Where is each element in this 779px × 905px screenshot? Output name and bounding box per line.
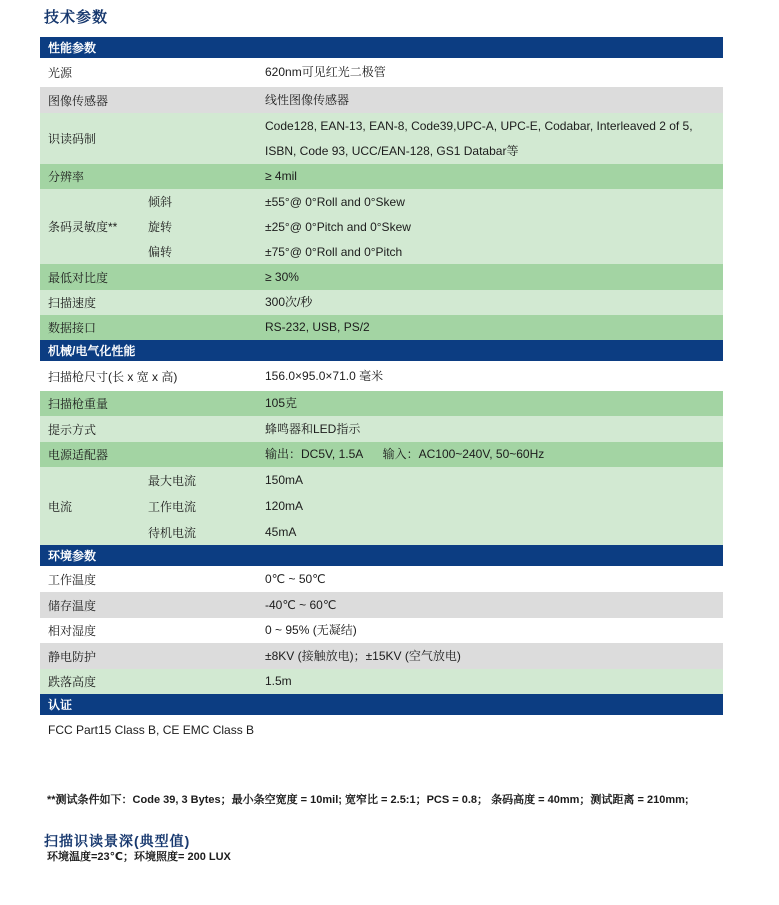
spec-label: 跌落高度 bbox=[48, 675, 97, 689]
spec-value: 120mA bbox=[265, 499, 304, 513]
spec-table bbox=[40, 37, 723, 745]
table-row bbox=[40, 442, 723, 467]
certification-text: FCC Part15 Class B, CE EMC Class B bbox=[48, 723, 255, 737]
table-subrow bbox=[148, 519, 723, 545]
table-row bbox=[40, 361, 723, 391]
table-row bbox=[40, 643, 723, 669]
spec-label: 数据接口 bbox=[48, 321, 97, 335]
spec-label: 条码灵敏度** bbox=[48, 220, 118, 234]
table-row bbox=[40, 592, 723, 618]
spec-value: ≥ 4mil bbox=[265, 169, 297, 183]
spec-value: 300次/秒 bbox=[265, 295, 313, 309]
section-header-performance: 性能参数 bbox=[40, 37, 723, 58]
spec-value: -40℃ ~ 60℃ bbox=[265, 597, 337, 612]
spec-value: 输出：DC5V, 1.5A 输入：AC100~240V, 50~60Hz bbox=[265, 447, 545, 461]
footnote-line-2: 环境温度=23℃；环境照度= 200 LUX bbox=[47, 851, 231, 863]
spec-label: 静电防护 bbox=[48, 649, 97, 664]
table-row bbox=[40, 58, 723, 87]
spec-label: 图像传感器 bbox=[48, 93, 109, 108]
spec-value: ±25°@ 0°Pitch and 0°Skew bbox=[265, 219, 411, 234]
table-row bbox=[40, 315, 723, 340]
section-header-environment: 环境参数 bbox=[40, 545, 723, 566]
spec-value: 线性图像传感器 bbox=[265, 92, 350, 107]
certification-row bbox=[40, 715, 723, 745]
spec-value: Code128, EAN-13, EAN-8, Code39,UPC-A, UPC-E, Codabar, Interleaved 2 of 5, ISBN, Code 93, UCC/EAN-128, GS1 Databar等 bbox=[265, 118, 696, 158]
spec-label: 扫描速度 bbox=[48, 296, 97, 310]
spec-sublabel: 工作电流 bbox=[148, 499, 197, 514]
spec-value: 620nm可见红光二极管 bbox=[265, 65, 386, 79]
spec-value: ±55°@ 0°Roll and 0°Skew bbox=[265, 194, 405, 209]
table-row bbox=[40, 87, 723, 113]
spec-value: 45mA bbox=[265, 525, 297, 539]
spec-label: 扫描枪尺寸(长 x 宽 x 高) bbox=[48, 369, 178, 384]
section-header-mechanical-electrical: 机械/电气化性能 bbox=[40, 340, 723, 361]
spec-label: 电流 bbox=[48, 499, 73, 514]
spec-label: 电源适配器 bbox=[48, 448, 109, 462]
spec-value: 0℃ ~ 50℃ bbox=[265, 571, 326, 586]
spec-label: 最低对比度 bbox=[48, 270, 109, 285]
table-row bbox=[40, 290, 723, 315]
spec-value: ≥ 30% bbox=[265, 269, 299, 284]
table-row bbox=[40, 669, 723, 694]
spec-value: 0 ~ 95% (无凝结) bbox=[265, 623, 357, 637]
spec-label: 储存温度 bbox=[48, 598, 97, 613]
spec-label: 分辨率 bbox=[48, 170, 85, 184]
spec-label: 光源 bbox=[48, 66, 73, 80]
spec-value: 105克 bbox=[265, 396, 298, 410]
next-section-heading-cutoff: 扫描识读景深(典型值) bbox=[44, 833, 191, 849]
table-subrow bbox=[148, 239, 723, 264]
footnote-line-1: **测试条件如下：Code 39, 3 Bytes；最小条空宽度 = 10mil; 宽窄比 = 2.5:1；PCS = 0.8； 条码高度 = 40mm；测试距离 = 210mm; bbox=[47, 794, 689, 806]
section-header-certification: 认证 bbox=[40, 694, 723, 715]
spec-label: 相对湿度 bbox=[48, 624, 97, 638]
test-conditions-footnote bbox=[47, 753, 739, 905]
spec-label: 提示方式 bbox=[48, 422, 97, 437]
table-subrow bbox=[148, 493, 723, 519]
table-row bbox=[40, 391, 723, 416]
table-row bbox=[40, 416, 723, 442]
table-row bbox=[40, 618, 723, 643]
table-row bbox=[40, 566, 723, 592]
spec-value: ±8KV (接触放电)；±15KV (空气放电) bbox=[265, 648, 461, 663]
spec-value: 蜂鸣器和LED指示 bbox=[265, 421, 361, 436]
table-subrow bbox=[148, 189, 723, 214]
spec-value: ±75°@ 0°Roll and 0°Pitch bbox=[265, 244, 403, 259]
spec-label: 扫描枪重量 bbox=[48, 397, 109, 411]
spec-sublabel: 旋转 bbox=[148, 220, 173, 234]
table-subrow bbox=[148, 467, 723, 493]
table-row bbox=[40, 264, 723, 290]
spec-label: 工作温度 bbox=[48, 572, 97, 587]
table-subrow bbox=[148, 214, 723, 239]
spec-sublabel: 偏转 bbox=[148, 245, 173, 259]
table-row-group-sensitivity bbox=[40, 189, 723, 264]
spec-sublabel: 倾斜 bbox=[148, 195, 173, 209]
table-row bbox=[40, 164, 723, 189]
spec-sublabel: 待机电流 bbox=[148, 525, 197, 540]
table-row-group-current bbox=[40, 467, 723, 545]
spec-value: 156.0×95.0×71.0 毫米 bbox=[265, 368, 384, 383]
spec-sublabel: 最大电流 bbox=[148, 473, 197, 488]
table-row bbox=[40, 113, 723, 164]
spec-value: 150mA bbox=[265, 473, 304, 487]
spec-value: RS-232, USB, PS/2 bbox=[265, 320, 370, 334]
page-title: 技术参数 bbox=[44, 9, 109, 26]
spec-value: 1.5m bbox=[265, 674, 292, 688]
spec-label: 识读码制 bbox=[48, 132, 97, 146]
